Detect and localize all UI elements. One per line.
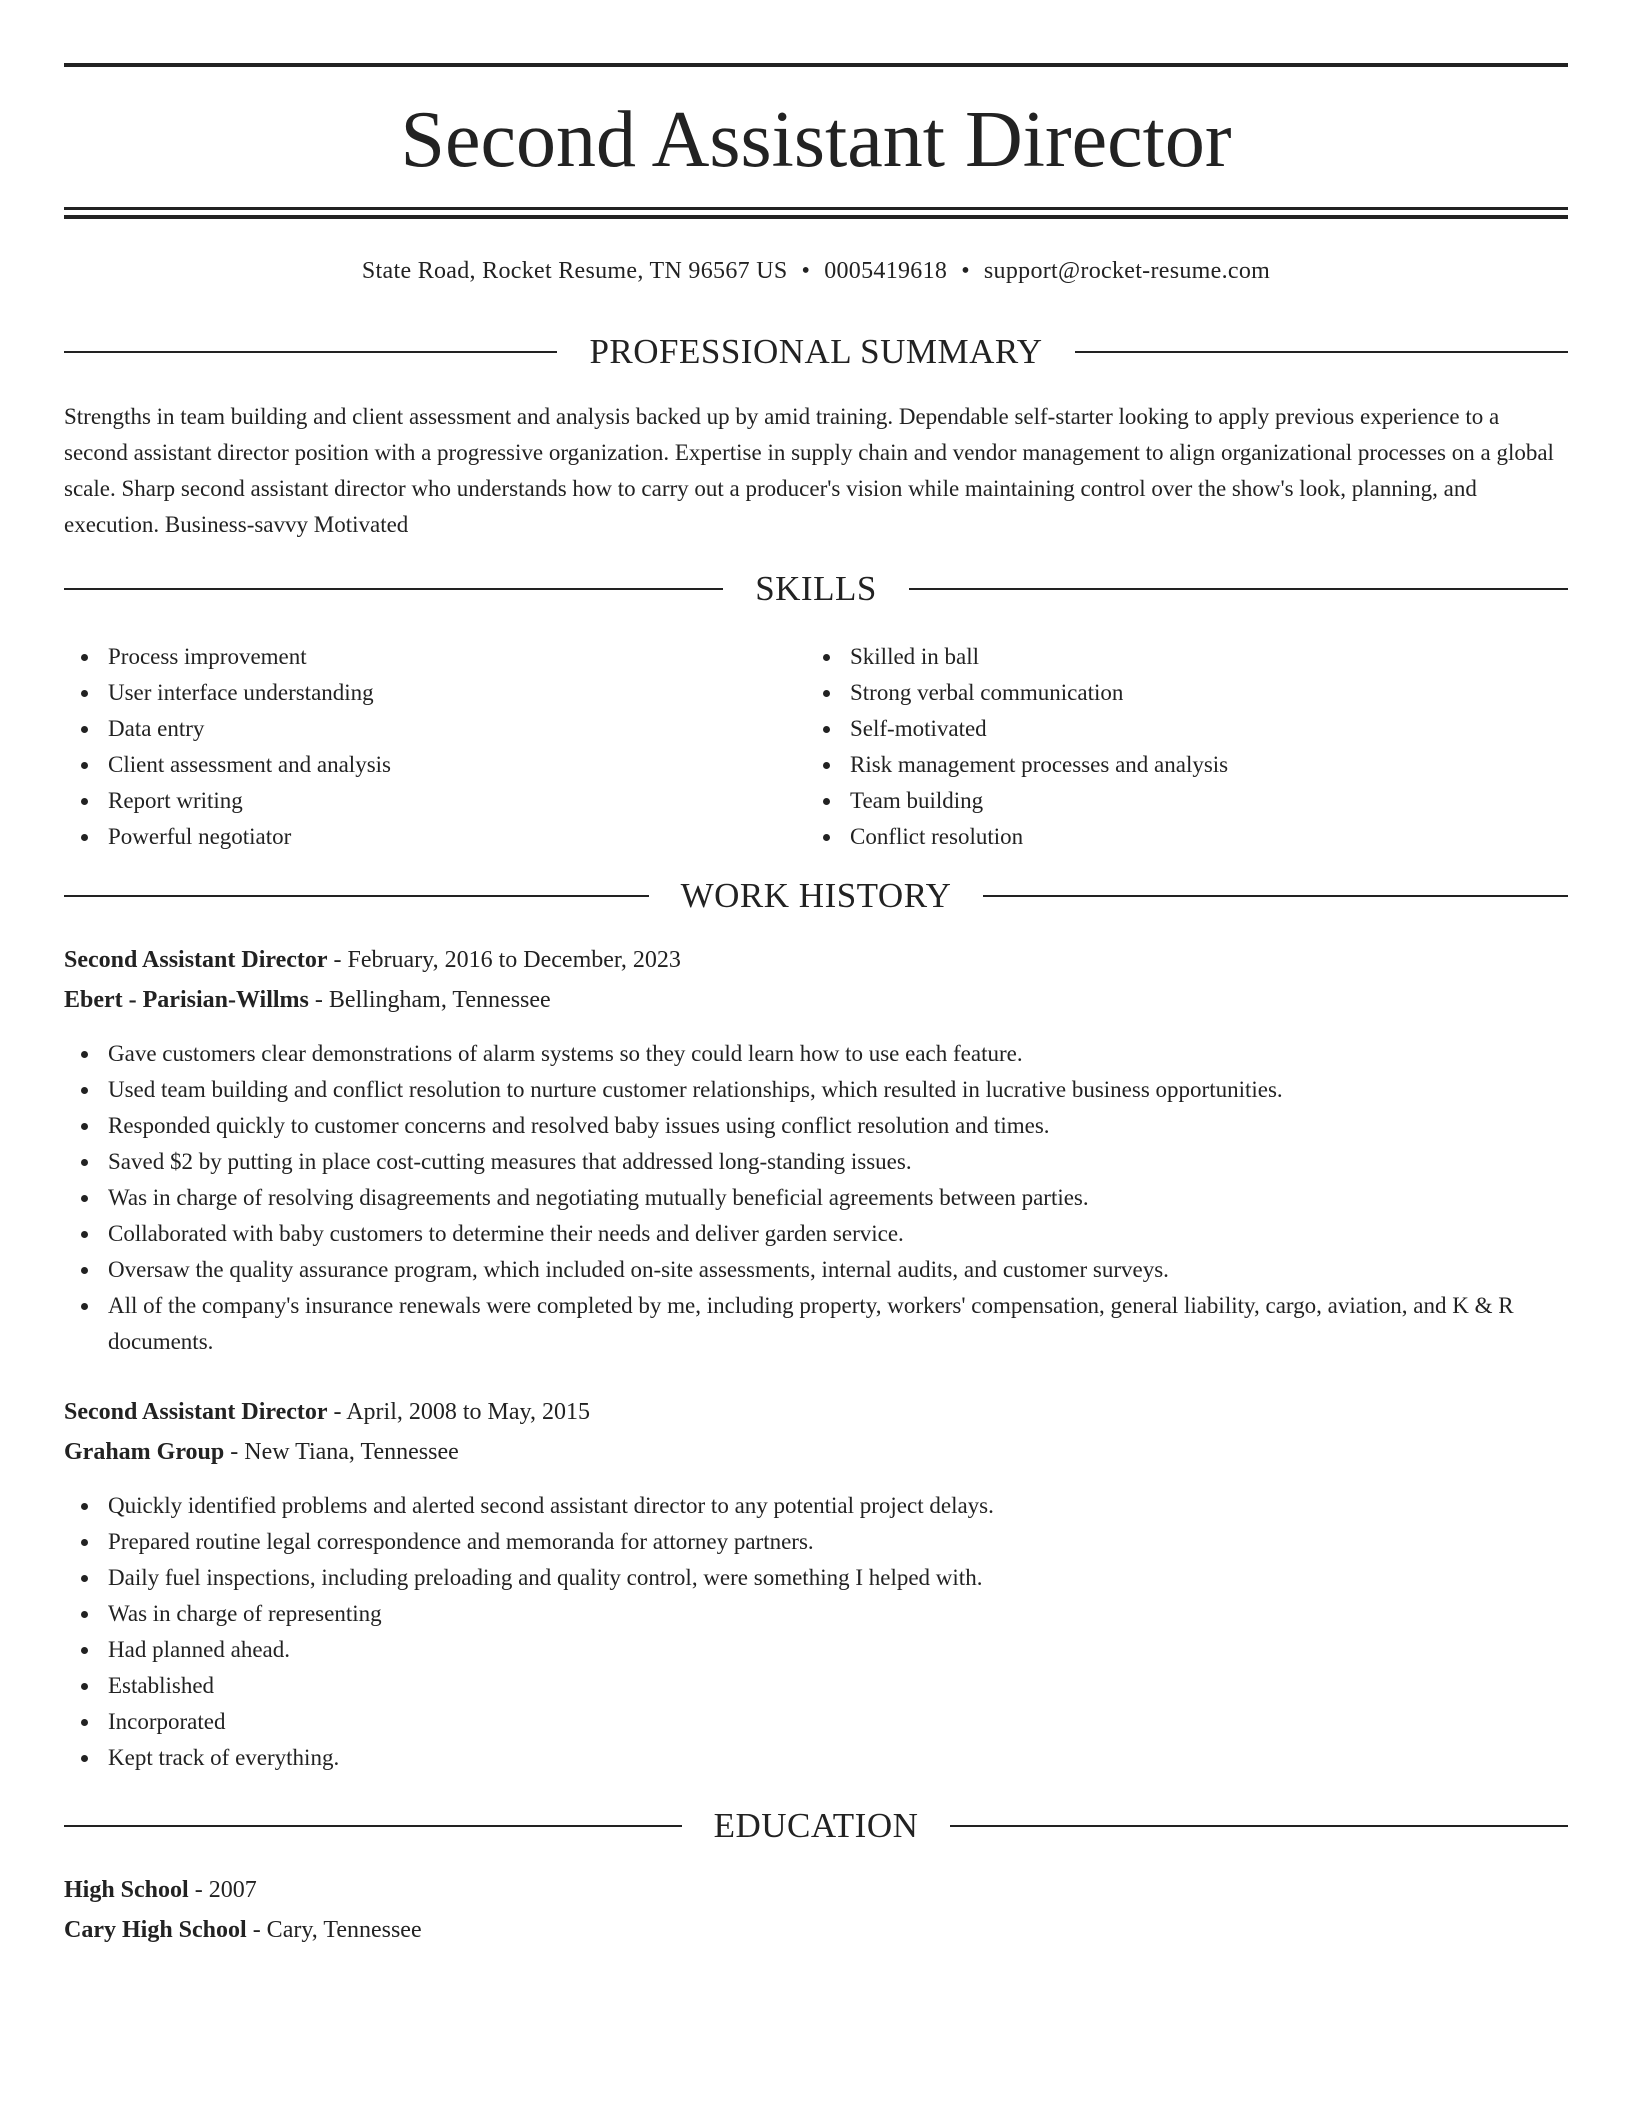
contact-phone: 0005419618	[824, 258, 948, 284]
section-title: WORK HISTORY	[680, 876, 952, 915]
skill-item: Team building	[806, 783, 1566, 819]
contact-line	[64, 254, 1568, 288]
divider-line	[983, 895, 1568, 897]
contact-email: support@rocket-resume.com	[983, 258, 1271, 284]
divider-line	[950, 1825, 1568, 1827]
title-rule-lower	[64, 215, 1568, 219]
job-company: Ebert - Parisian-Willms	[64, 987, 309, 1013]
skill-item: Conflict resolution	[806, 819, 1566, 855]
education-school: Cary High School	[64, 1917, 247, 1943]
job-location: - New Tiana, Tennessee	[224, 1439, 459, 1465]
job-company-line	[64, 1432, 1568, 1472]
title-rule-upper	[64, 207, 1568, 210]
skill-item: Data entry	[64, 711, 764, 747]
job-bullet: Kept track of everything.	[64, 1740, 1568, 1776]
divider-line	[64, 1825, 682, 1827]
contact-separator: •	[801, 258, 811, 284]
job-bullets	[64, 1036, 1568, 1360]
divider-line	[64, 895, 649, 897]
job-bullet: Collaborated with baby customers to determine their needs and deliver garden service.	[64, 1216, 1568, 1252]
divider-line	[64, 588, 723, 590]
skill-item: Powerful negotiator	[64, 819, 764, 855]
section-header-skills	[64, 569, 1568, 609]
job-location: - Bellingham, Tennessee	[308, 987, 551, 1013]
section-header-summary	[64, 332, 1568, 372]
education-location: - Cary, Tennessee	[246, 1917, 422, 1943]
job-dates: - April, 2008 to May, 2015	[327, 1399, 590, 1425]
skill-item: Strong verbal communication	[806, 675, 1566, 711]
resume-title: Second Assistant Director	[400, 96, 1232, 184]
summary-text: Strengths in team building and client assessment and analysis backed up by amid training. Dependable self-starter looking to apply previous experience to a second assistant director position with a progressive organization. Expertise in supply chain and vendor management to align organizational processes on a global scale. Sharp second assistant director who understands how to carry out a producer's vision while maintaining control over the show's look, planning, and execution. Business-savvy Motivated	[64, 404, 1554, 537]
skill-item: Self-motivated	[806, 711, 1566, 747]
job-bullet: Established	[64, 1668, 1568, 1704]
job-bullet: Saved $2 by putting in place cost-cutting measures that addressed long-standing issues.	[64, 1144, 1568, 1180]
divider-line	[909, 588, 1568, 590]
job-bullet: Prepared routine legal correspondence and memoranda for attorney partners.	[64, 1524, 1568, 1560]
job-bullet: Incorporated	[64, 1704, 1568, 1740]
job-dates: - February, 2016 to December, 2023	[327, 947, 681, 973]
job-title: Second Assistant Director	[64, 1399, 328, 1425]
job-bullet: Was in charge of resolving disagreements and negotiating mutually beneficial agreements between parties.	[64, 1180, 1568, 1216]
job-title-line	[64, 940, 1568, 980]
section-title: EDUCATION	[713, 1806, 919, 1845]
job-bullet: Quickly identified problems and alerted second assistant director to any potential project delays.	[64, 1488, 1568, 1524]
skill-item: Process improvement	[64, 639, 764, 675]
education-school-line	[64, 1910, 1568, 1950]
job-bullet: Daily fuel inspections, including preloading and quality control, were something I helped with.	[64, 1560, 1568, 1596]
skill-item: Risk management processes and analysis	[806, 747, 1566, 783]
skill-item: Skilled in ball	[806, 639, 1566, 675]
job-bullet: Gave customers clear demonstrations of alarm systems so they could learn how to use each feature.	[64, 1036, 1568, 1072]
education-degree: High School	[64, 1877, 189, 1903]
section-title: SKILLS	[755, 569, 877, 608]
contact-address: State Road, Rocket Resume, TN 96567 US	[361, 258, 788, 284]
job-bullets	[64, 1488, 1568, 1776]
job-bullet: Was in charge of representing	[64, 1596, 1568, 1632]
top-rule	[64, 63, 1568, 67]
skills-list-left	[64, 639, 764, 855]
skills-list-right	[806, 639, 1566, 855]
job-bullet: Used team building and conflict resolution to nurture customer relationships, which resulted in lucrative business opportunities.	[64, 1072, 1568, 1108]
job-title: Second Assistant Director	[64, 947, 328, 973]
job-bullet: Had planned ahead.	[64, 1632, 1568, 1668]
education-degree-line	[64, 1870, 1568, 1910]
skill-item: Client assessment and analysis	[64, 747, 764, 783]
job-title-line	[64, 1392, 1568, 1432]
section-header-education	[64, 1806, 1568, 1846]
job-bullet: Oversaw the quality assurance program, which included on-site assessments, internal audits, and customer surveys.	[64, 1252, 1568, 1288]
divider-line	[64, 351, 557, 353]
education-year: - 2007	[188, 1877, 257, 1903]
skill-item: User interface understanding	[64, 675, 764, 711]
contact-separator: •	[961, 258, 970, 284]
divider-line	[1075, 351, 1568, 353]
section-header-work	[64, 876, 1568, 916]
section-title: PROFESSIONAL SUMMARY	[589, 332, 1043, 371]
job-company-line	[64, 980, 1568, 1020]
skill-item: Report writing	[64, 783, 764, 819]
job-bullet: All of the company's insurance renewals were completed by me, including property, workers' compensation, general liability, cargo, aviation, and K & R documents.	[64, 1288, 1568, 1360]
job-bullet: Responded quickly to customer concerns and resolved baby issues using conflict resolution and times.	[64, 1108, 1568, 1144]
job-company: Graham Group	[64, 1439, 225, 1465]
